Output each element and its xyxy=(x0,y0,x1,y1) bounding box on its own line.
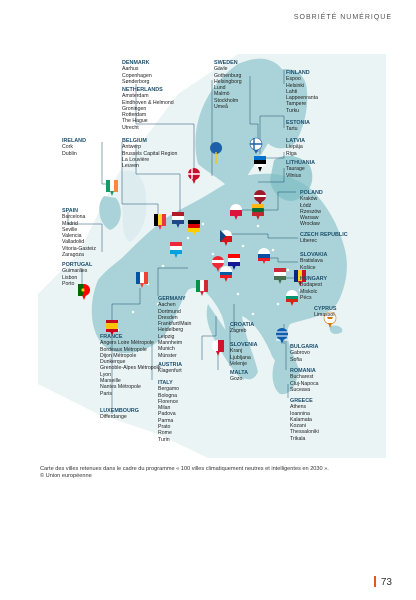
country-name: GERMANY xyxy=(158,296,186,302)
city-name: Grenoble-Alpes Métropole xyxy=(100,365,161,372)
city-name: Vitoria-Gasteiz xyxy=(62,245,96,252)
city-name: Wrocław xyxy=(300,221,320,228)
city-name: Tampere xyxy=(286,101,307,108)
city-name: Kalamata xyxy=(290,416,312,423)
city-name: Riga xyxy=(286,150,297,157)
city-name: Dortmund xyxy=(158,308,181,315)
city-name: Kraków xyxy=(300,196,318,203)
city-name: The Hague xyxy=(122,118,148,125)
city-name: Sønderborg xyxy=(122,78,150,85)
city-name: Porto xyxy=(62,280,75,287)
city-name: Münster xyxy=(158,352,177,359)
city-name: Marseille xyxy=(100,378,121,385)
city-name: Prato xyxy=(158,424,171,431)
country-belgium xyxy=(122,138,177,169)
city-name: Differdange xyxy=(100,414,127,421)
city-name: Valencia xyxy=(62,233,82,240)
country-netherlands xyxy=(122,87,174,131)
country-hungary xyxy=(300,276,327,301)
city-name: Heidelberg xyxy=(158,327,184,334)
city-dot xyxy=(187,237,190,240)
country-name: NETHERLANDS xyxy=(122,87,163,93)
city-name: Taurage xyxy=(286,166,305,173)
country-name: CROATIA xyxy=(230,322,255,328)
city-name: Kranj xyxy=(230,348,243,355)
city-name: Stockholm xyxy=(214,97,239,104)
page-number-text: 73 xyxy=(380,577,392,588)
city-name: Gozo xyxy=(230,376,243,383)
country-name: BULGARIA xyxy=(290,344,319,350)
city-name: Leipzig xyxy=(158,333,175,340)
country-lithuania xyxy=(286,160,315,179)
country-portugal xyxy=(62,262,92,287)
city-name: Munich xyxy=(158,346,175,353)
country-name: LUXEMBOURG xyxy=(100,408,139,414)
caption-credit: © Union européenne xyxy=(40,473,92,479)
country-name: PORTUGAL xyxy=(62,262,93,268)
city-name: Limassol xyxy=(314,312,335,319)
country-cyprus xyxy=(314,306,336,319)
city-name: Antwerp xyxy=(122,144,142,151)
city-name: Liberec xyxy=(300,238,318,245)
city-name: Bratislava xyxy=(300,258,323,265)
city-name: Bucharest xyxy=(290,374,314,381)
country-estonia xyxy=(286,120,310,133)
city-name: Paris xyxy=(100,390,112,397)
city-name: Lappeenranta xyxy=(286,95,319,102)
city-name: Padova xyxy=(158,411,176,418)
city-name: Sofia xyxy=(290,356,302,363)
country-name: BELGIUM xyxy=(122,138,147,144)
city-name: Copenhagen xyxy=(122,72,152,79)
country-germany xyxy=(158,296,191,359)
country-latvia xyxy=(286,138,305,157)
country-name: POLAND xyxy=(300,190,323,196)
country-name: ITALY xyxy=(158,380,173,386)
country-italy xyxy=(158,380,179,443)
city-name: Helsinki xyxy=(286,82,305,89)
city-name: Cluj-Napoca xyxy=(290,380,319,387)
country-france xyxy=(100,334,161,397)
city-name: Velenje xyxy=(230,360,248,367)
city-name: Parma xyxy=(158,417,174,424)
city-name: Turku xyxy=(286,107,300,114)
country-poland xyxy=(300,190,323,228)
city-name: Budapest xyxy=(300,282,322,289)
city-name: Utrecht xyxy=(122,124,139,131)
city-dot xyxy=(257,225,260,228)
city-name: Rotterdam xyxy=(122,112,147,119)
country-name: LATVIA xyxy=(286,138,306,144)
city-name: Suceava xyxy=(290,386,311,393)
city-name: Turin xyxy=(158,436,170,443)
city-name: Zaragoza xyxy=(62,252,84,259)
city-name: Rome xyxy=(158,430,172,437)
city-name: Trikala xyxy=(290,435,306,442)
country-bulgaria xyxy=(290,344,318,363)
city-name: Bergamo xyxy=(158,386,180,393)
city-name: Leuven xyxy=(122,163,140,170)
country-name: SWEDEN xyxy=(214,60,238,66)
city-name: Bologna xyxy=(158,392,178,399)
city-name: Umeå xyxy=(214,104,228,111)
caption-text: Carte des villes retenues dans le cadre du programme « 100 villes climatiquement neutres et intelligentes en 2030 ». xyxy=(40,466,329,472)
country-name: SPAIN xyxy=(62,208,79,214)
city-name: Pécs xyxy=(300,294,312,301)
city-name: Bordeaux Métropole xyxy=(100,346,147,353)
city-name: Dunkerque xyxy=(100,359,126,366)
city-dot xyxy=(287,269,290,272)
city-name: Dresden xyxy=(158,314,178,321)
country-name: SLOVENIA xyxy=(230,342,258,348)
city-name: Łódź xyxy=(300,202,312,209)
country-name: FINLAND xyxy=(286,70,310,76)
city-name: Liepāja xyxy=(286,144,303,151)
city-name: Ioannina xyxy=(290,410,310,417)
city-name: Milan xyxy=(158,405,171,412)
city-dot xyxy=(237,293,240,296)
city-name: Lahti xyxy=(286,88,298,95)
city-dot xyxy=(162,265,165,268)
country-name: HUNGARY xyxy=(300,276,328,282)
country-malta xyxy=(230,370,248,383)
city-name: Malmö xyxy=(214,91,230,98)
country-romania xyxy=(290,368,319,393)
city-dot xyxy=(212,253,215,256)
city-name: Tartu xyxy=(286,126,298,133)
city-name: Groningen xyxy=(122,105,147,112)
city-name: Nantes Métropole xyxy=(100,384,141,391)
country-name: ROMANIA xyxy=(290,368,316,374)
city-name: Athens xyxy=(290,404,307,411)
city-dot xyxy=(252,313,255,316)
city-name: Miskolc xyxy=(300,288,318,295)
city-name: Thessaloniki xyxy=(290,429,319,436)
city-name: Espoo xyxy=(286,76,301,83)
country-czech xyxy=(300,232,348,245)
city-name: Angers Loire Métropole xyxy=(100,340,154,347)
city-name: Seville xyxy=(62,226,78,233)
city-name: Madrid xyxy=(62,220,78,227)
country-name: LITHUANIA xyxy=(286,160,316,166)
city-name: Ljubljana xyxy=(230,354,251,361)
city-name: Aarhus xyxy=(122,66,139,73)
city-name: Warsaw xyxy=(300,215,319,222)
city-name: Valladolid xyxy=(62,239,85,246)
city-name: Amsterdam xyxy=(122,93,149,100)
country-sweden xyxy=(214,60,242,110)
country-slovenia xyxy=(230,342,258,367)
city-name: Kozani xyxy=(290,423,306,430)
city-name: Frankfurt/Main xyxy=(158,321,192,328)
city-name: Lund xyxy=(214,85,226,92)
city-name: Gothenburg xyxy=(214,72,242,79)
country-name: FRANCE xyxy=(100,334,123,340)
city-name: Florence xyxy=(158,398,179,405)
city-name: La Louvière xyxy=(122,156,150,163)
country-name: DENMARK xyxy=(122,60,150,66)
country-luxembourg xyxy=(100,408,139,421)
figure-caption xyxy=(40,466,380,480)
city-name: Helsingborg xyxy=(214,78,242,85)
country-name: GREECE xyxy=(290,398,313,404)
country-austria xyxy=(158,362,182,375)
city-name: Dublin xyxy=(62,150,77,157)
city-dot xyxy=(202,223,205,226)
country-spain xyxy=(62,208,96,258)
city-name: Dijon Métropole xyxy=(100,352,137,359)
city-name: Aachen xyxy=(158,302,176,309)
country-name: SLOVAKIA xyxy=(300,252,328,258)
city-name: Guimarães xyxy=(62,268,88,275)
city-name: Košice xyxy=(300,264,316,271)
city-name: Rzeszów xyxy=(300,208,322,215)
page-number xyxy=(374,576,392,588)
country-greece xyxy=(290,398,319,442)
city-dot xyxy=(272,249,275,252)
page-number-bar xyxy=(374,576,376,587)
country-name: CYPRUS xyxy=(314,306,337,312)
city-name: Zagreb xyxy=(230,328,247,335)
country-name: MALTA xyxy=(230,370,249,376)
city-name: Gabrovo xyxy=(290,350,310,357)
country-name: ESTONIA xyxy=(286,120,310,126)
country-slovakia xyxy=(300,252,327,271)
city-name: Mannheim xyxy=(158,340,183,347)
running-header: SOBRIÉTÉ NUMÉRIQUE xyxy=(293,14,392,21)
city-name: Gävle xyxy=(214,66,228,73)
city-dot xyxy=(242,245,245,248)
country-name: AUSTRIA xyxy=(158,362,182,368)
country-croatia xyxy=(230,322,254,335)
country-name: CZECH REPUBLIC xyxy=(300,232,348,238)
city-name: Eindhoven & Helmond xyxy=(122,99,174,106)
city-name: Brussels Capital Region xyxy=(122,150,178,157)
city-name: Vilnius xyxy=(286,172,302,179)
city-name: Cork xyxy=(62,144,73,151)
city-dot xyxy=(277,303,280,306)
city-name: Klagenfurt xyxy=(158,368,182,375)
country-finland xyxy=(286,70,318,114)
country-denmark xyxy=(122,60,152,85)
city-name: Barcelona xyxy=(62,214,86,221)
country-name: IRELAND xyxy=(62,138,86,144)
country-ireland xyxy=(62,138,86,157)
city-name: Lisbon xyxy=(62,274,78,281)
city-name: Lyon xyxy=(100,371,112,378)
city-dot xyxy=(132,311,135,314)
